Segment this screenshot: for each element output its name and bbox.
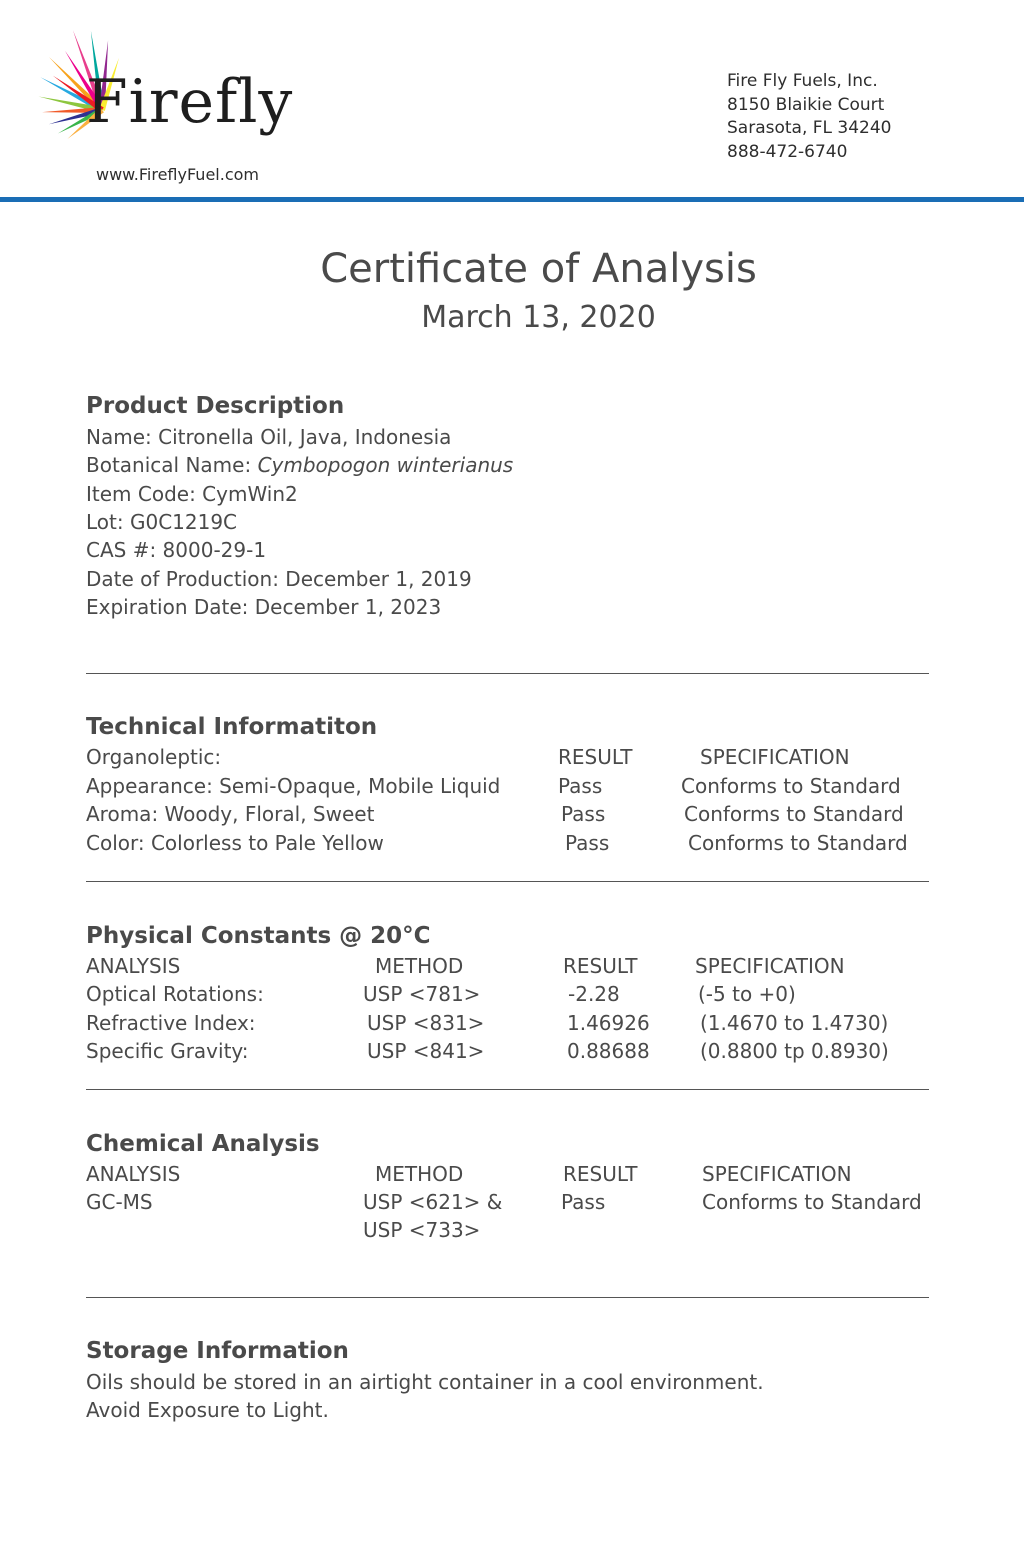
specific-gravity-result: 0.88688 bbox=[567, 1039, 650, 1063]
optical-rotation-method: USP <781> bbox=[363, 982, 481, 1006]
lot-number: Lot: G0C1219C bbox=[86, 510, 238, 534]
address-phone: 888-472-6740 bbox=[727, 141, 848, 162]
technical-spec-header: SPECIFICATION bbox=[700, 745, 850, 769]
physical-result-header: RESULT bbox=[563, 954, 638, 978]
certificate-date: March 13, 2020 bbox=[421, 300, 656, 335]
gcms-method-line1: USP <621> & bbox=[363, 1190, 503, 1214]
physical-heading: Physical Constants @ 20°C bbox=[86, 923, 431, 949]
specific-gravity-method: USP <841> bbox=[367, 1039, 485, 1063]
physical-method-header: METHOD bbox=[375, 954, 464, 978]
address-street: 8150 Blaikie Court bbox=[727, 94, 885, 115]
section-divider bbox=[86, 881, 929, 882]
chemical-method-header: METHOD bbox=[375, 1162, 464, 1186]
gcms-label: GC-MS bbox=[86, 1190, 153, 1214]
address-city: Sarasota, FL 34240 bbox=[727, 118, 892, 138]
color-label: Color: Colorless to Pale Yellow bbox=[86, 831, 384, 855]
optical-rotation-result: -2.28 bbox=[568, 982, 620, 1006]
storage-line-1: Oils should be stored in an airtight container in a cool environment. bbox=[86, 1370, 764, 1394]
company-address bbox=[727, 70, 892, 164]
expiration-date: Expiration Date: December 1, 2023 bbox=[86, 595, 442, 619]
botanical-value: Cymbopogon winterianus bbox=[257, 453, 514, 477]
gcms-spec: Conforms to Standard bbox=[702, 1190, 922, 1214]
color-spec: Conforms to Standard bbox=[688, 831, 908, 855]
address-company: Fire Fly Fuels, Inc. bbox=[727, 71, 878, 91]
chemical-result-header: RESULT bbox=[563, 1162, 638, 1186]
gcms-result: Pass bbox=[561, 1190, 606, 1214]
appearance-label: Appearance: Semi-Opaque, Mobile Liquid bbox=[86, 774, 501, 798]
physical-spec-header: SPECIFICATION bbox=[695, 954, 845, 978]
optical-rotation-label: Optical Rotations: bbox=[86, 982, 264, 1006]
gcms-method-line2: USP <733> bbox=[363, 1218, 481, 1242]
color-result: Pass bbox=[565, 831, 610, 855]
website-link[interactable]: www.FireflyFuel.com bbox=[96, 165, 259, 184]
technical-result-header: RESULT bbox=[558, 745, 633, 769]
logo-wordmark: Firefly bbox=[86, 67, 294, 137]
production-date: Date of Production: December 1, 2019 bbox=[86, 567, 472, 591]
specific-gravity-label: Specific Gravity: bbox=[86, 1039, 249, 1063]
botanical-name bbox=[86, 455, 513, 475]
chemical-analysis-header: ANALYSIS bbox=[86, 1162, 181, 1186]
cas-number: CAS #: 8000-29-1 bbox=[86, 538, 267, 562]
item-code: Item Code: CymWin2 bbox=[86, 482, 298, 506]
chemical-spec-header: SPECIFICATION bbox=[702, 1162, 852, 1186]
storage-line-2: Avoid Exposure to Light. bbox=[86, 1398, 329, 1422]
page-title: Certificate of Analysis bbox=[320, 246, 757, 292]
storage-heading: Storage Information bbox=[86, 1338, 349, 1364]
physical-analysis-header: ANALYSIS bbox=[86, 954, 181, 978]
aroma-spec: Conforms to Standard bbox=[684, 802, 904, 826]
aroma-result: Pass bbox=[561, 802, 606, 826]
header-divider bbox=[0, 197, 1024, 202]
appearance-spec: Conforms to Standard bbox=[681, 774, 901, 798]
aroma-label: Aroma: Woody, Floral, Sweet bbox=[86, 802, 375, 826]
technical-heading: Technical Informatiton bbox=[86, 714, 378, 740]
section-divider bbox=[86, 1297, 929, 1298]
section-divider bbox=[86, 673, 929, 674]
appearance-result: Pass bbox=[558, 774, 603, 798]
refractive-index-label: Refractive Index: bbox=[86, 1011, 256, 1035]
botanical-label: Botanical Name: bbox=[86, 453, 258, 477]
refractive-index-method: USP <831> bbox=[367, 1011, 485, 1035]
organoleptic-label: Organoleptic: bbox=[86, 745, 222, 769]
chemical-heading: Chemical Analysis bbox=[86, 1131, 320, 1157]
refractive-index-result: 1.46926 bbox=[567, 1011, 650, 1035]
product-description-heading: Product Description bbox=[86, 393, 345, 419]
optical-rotation-spec: (-5 to +0) bbox=[698, 982, 796, 1006]
specific-gravity-spec: (0.8800 tp 0.8930) bbox=[700, 1039, 889, 1063]
product-name: Name: Citronella Oil, Java, Indonesia bbox=[86, 425, 452, 449]
refractive-index-spec: (1.4670 to 1.4730) bbox=[700, 1011, 889, 1035]
section-divider bbox=[86, 1089, 929, 1090]
